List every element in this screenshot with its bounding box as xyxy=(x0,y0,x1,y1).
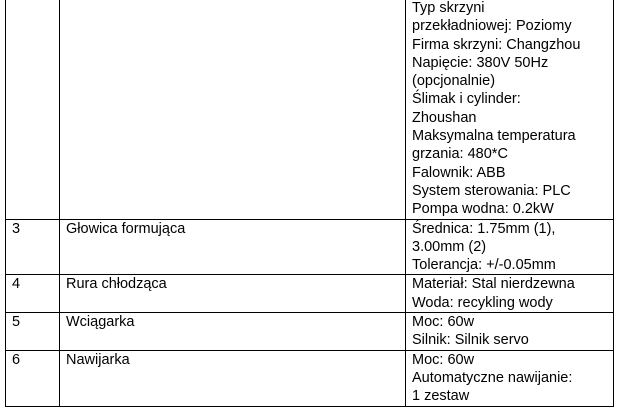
spec-line: Materiał: Stal nierdzewna xyxy=(412,276,575,293)
component-name: Głowica formująca xyxy=(60,219,406,275)
row-number: 6 xyxy=(6,350,60,406)
table-row xyxy=(6,275,614,313)
spec-table xyxy=(5,0,614,407)
spec-line: Średnica: 1.75mm (1), xyxy=(412,220,556,237)
specification-cell xyxy=(406,219,614,275)
table-row xyxy=(6,0,614,219)
specification-cell xyxy=(406,313,614,351)
component-name: Rura chłodząca xyxy=(60,275,406,313)
spec-line: 1 zestaw xyxy=(412,388,470,405)
component-name xyxy=(60,0,406,219)
table-row xyxy=(6,219,614,275)
row-number: 3 xyxy=(6,219,60,275)
row-number: 4 xyxy=(6,275,60,313)
spec-line: Moc: 60w xyxy=(412,314,475,331)
specification-cell xyxy=(406,0,614,219)
row-number xyxy=(6,0,60,219)
component-name: Nawijarka xyxy=(60,350,406,406)
spec-line: System sterowania: PLC xyxy=(412,182,571,199)
spec-line: Pompa wodna: 0.2kW xyxy=(412,201,554,218)
specification-cell xyxy=(406,275,614,313)
spec-line: Firma skrzyni: Changzhou xyxy=(412,36,581,53)
spec-line: przekładniowej: Poziomy xyxy=(412,18,572,35)
spec-line: Napięcie: 380V 50Hz xyxy=(412,54,549,71)
spec-line: Zhoushan xyxy=(412,109,477,126)
spec-line: Silnik: Silnik servo xyxy=(412,332,529,349)
spec-line: Moc: 60w xyxy=(412,351,475,368)
spec-line: Falownik: ABB xyxy=(412,164,506,181)
component-name: Wciągarka xyxy=(60,313,406,351)
row-number: 5 xyxy=(6,313,60,351)
spec-line: Ślimak i cylinder: xyxy=(412,91,521,108)
spec-line: Woda: recykling wody xyxy=(412,294,553,311)
table-row xyxy=(6,313,614,351)
spec-table-body xyxy=(6,0,614,406)
spec-line: Maksymalna temperatura xyxy=(412,128,576,145)
spec-line: Typ skrzyni xyxy=(412,0,485,16)
table-row xyxy=(6,350,614,406)
spec-line: 3.00mm (2) xyxy=(412,238,487,255)
spec-line: grzania: 480*C xyxy=(412,146,508,163)
specification-cell xyxy=(406,350,614,406)
spec-line: (opcjonalnie) xyxy=(412,73,496,90)
spec-line: Automatyczne nawijanie: xyxy=(412,369,573,386)
spec-line: Tolerancja: +/-0.05mm xyxy=(412,257,556,274)
